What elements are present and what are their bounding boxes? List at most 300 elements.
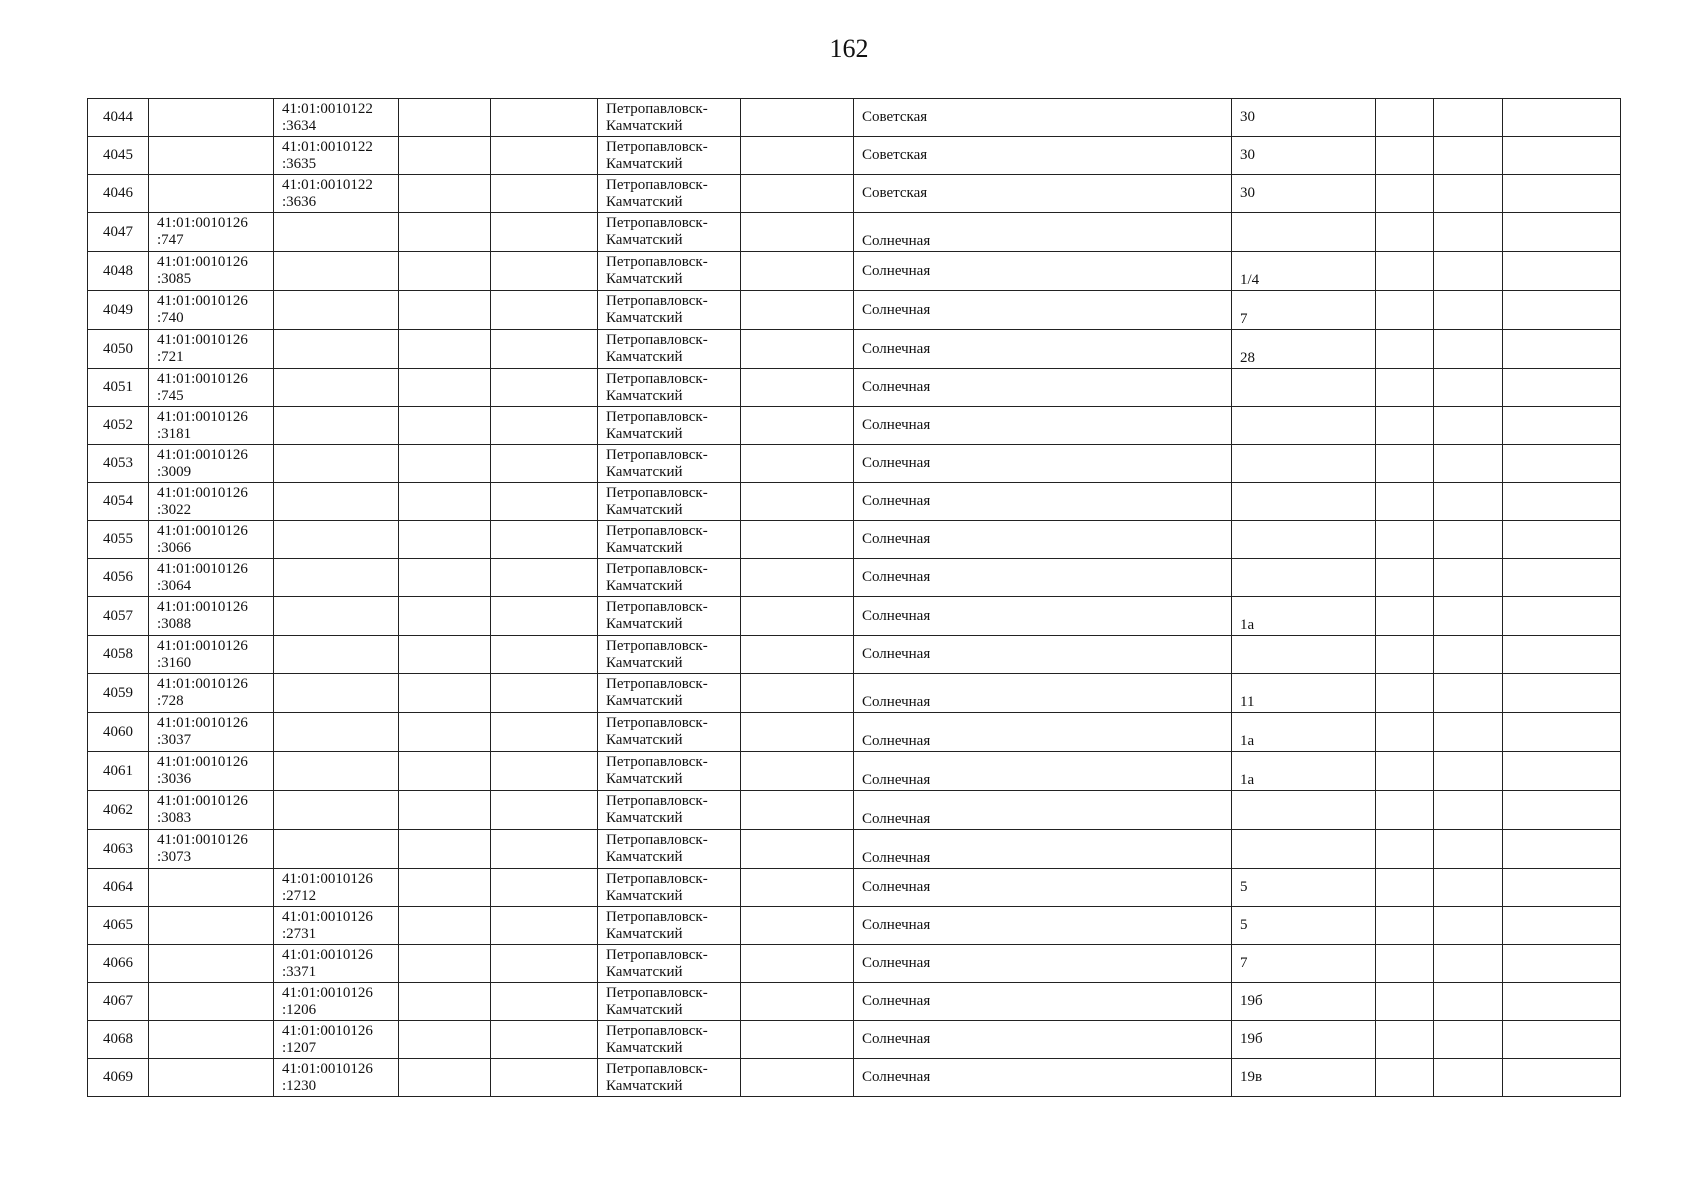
table-row xyxy=(88,597,1621,636)
street-cell: Солнечная xyxy=(854,252,1232,291)
empty-cell xyxy=(1503,752,1621,791)
empty-cell xyxy=(1434,407,1503,445)
empty-cell xyxy=(399,213,491,252)
empty-cell xyxy=(1434,252,1503,291)
empty-cell xyxy=(1503,1059,1621,1097)
cadastral-number-cell xyxy=(149,983,274,1021)
row-number-cell: 4051 xyxy=(88,369,149,407)
row-number-cell: 4064 xyxy=(88,869,149,907)
empty-cell xyxy=(1376,945,1434,983)
empty-cell xyxy=(1434,907,1503,945)
street-cell: Солнечная xyxy=(854,713,1232,752)
empty-cell xyxy=(399,945,491,983)
empty-cell xyxy=(741,407,854,445)
empty-cell xyxy=(741,830,854,869)
cadastral-number-2-cell: 41:01:0010126 :1230 xyxy=(274,1059,399,1097)
empty-cell xyxy=(1503,1021,1621,1059)
empty-cell xyxy=(1503,983,1621,1021)
street-cell: Солнечная xyxy=(854,636,1232,674)
empty-cell xyxy=(399,369,491,407)
city-cell: Петропавловск- Камчатский xyxy=(598,869,741,907)
table-row xyxy=(88,252,1621,291)
empty-cell xyxy=(491,445,598,483)
empty-cell xyxy=(741,1021,854,1059)
cadastral-number-cell xyxy=(149,1059,274,1097)
cadastral-number-cell: 41:01:0010126 :3066 xyxy=(149,521,274,559)
empty-cell xyxy=(399,559,491,597)
city-cell: Петропавловск- Камчатский xyxy=(598,521,741,559)
empty-cell xyxy=(1503,213,1621,252)
cadastral-number-2-cell: 41:01:0010126 :2712 xyxy=(274,869,399,907)
empty-cell xyxy=(399,674,491,713)
cadastral-number-cell: 41:01:0010126 :3083 xyxy=(149,791,274,830)
city-cell: Петропавловск- Камчатский xyxy=(598,945,741,983)
city-cell: Петропавловск- Камчатский xyxy=(598,291,741,330)
table-row xyxy=(88,369,1621,407)
empty-cell xyxy=(1434,559,1503,597)
empty-cell xyxy=(1376,175,1434,213)
empty-cell xyxy=(741,674,854,713)
cadastral-number-2-cell: 41:01:0010122 :3634 xyxy=(274,99,399,137)
cadastral-number-2-cell xyxy=(274,713,399,752)
empty-cell xyxy=(1434,983,1503,1021)
empty-cell xyxy=(741,945,854,983)
cadastral-number-2-cell xyxy=(274,213,399,252)
city-cell: Петропавловск- Камчатский xyxy=(598,752,741,791)
empty-cell xyxy=(399,99,491,137)
table-row xyxy=(88,521,1621,559)
row-number-cell: 4055 xyxy=(88,521,149,559)
street-cell: Солнечная xyxy=(854,407,1232,445)
city-cell: Петропавловск- Камчатский xyxy=(598,330,741,369)
empty-cell xyxy=(491,1059,598,1097)
row-number-cell: 4068 xyxy=(88,1021,149,1059)
empty-cell xyxy=(399,521,491,559)
city-cell: Петропавловск- Камчатский xyxy=(598,674,741,713)
house-number-cell xyxy=(1232,407,1376,445)
table-row xyxy=(88,330,1621,369)
empty-cell xyxy=(1434,445,1503,483)
empty-cell xyxy=(1434,330,1503,369)
empty-cell xyxy=(1503,636,1621,674)
street-cell: Советская xyxy=(854,137,1232,175)
street-cell: Солнечная xyxy=(854,1021,1232,1059)
city-cell: Петропавловск- Камчатский xyxy=(598,483,741,521)
empty-cell xyxy=(491,830,598,869)
cadastral-number-2-cell xyxy=(274,330,399,369)
empty-cell xyxy=(399,1021,491,1059)
cadastral-number-cell xyxy=(149,945,274,983)
house-number-cell: 30 xyxy=(1232,99,1376,137)
empty-cell xyxy=(1503,907,1621,945)
empty-cell xyxy=(1434,945,1503,983)
table-row xyxy=(88,752,1621,791)
city-cell: Петропавловск- Камчатский xyxy=(598,369,741,407)
cadastral-number-cell: 41:01:0010126 :3088 xyxy=(149,597,274,636)
row-number-cell: 4065 xyxy=(88,907,149,945)
cadastral-number-cell: 41:01:0010126 :3181 xyxy=(149,407,274,445)
table-row xyxy=(88,559,1621,597)
street-cell: Солнечная xyxy=(854,213,1232,252)
city-cell: Петропавловск- Камчатский xyxy=(598,175,741,213)
cadastral-number-2-cell: 41:01:0010122 :3636 xyxy=(274,175,399,213)
cadastral-number-2-cell: 41:01:0010126 :3371 xyxy=(274,945,399,983)
row-number-cell: 4052 xyxy=(88,407,149,445)
table-row xyxy=(88,674,1621,713)
city-cell: Петропавловск- Камчатский xyxy=(598,445,741,483)
row-number-cell: 4057 xyxy=(88,597,149,636)
empty-cell xyxy=(741,752,854,791)
table-row xyxy=(88,945,1621,983)
empty-cell xyxy=(491,674,598,713)
city-cell: Петропавловск- Камчатский xyxy=(598,213,741,252)
row-number-cell: 4044 xyxy=(88,99,149,137)
row-number-cell: 4050 xyxy=(88,330,149,369)
cadastral-number-2-cell xyxy=(274,830,399,869)
house-number-cell: 30 xyxy=(1232,137,1376,175)
city-cell: Петропавловск- Камчатский xyxy=(598,1021,741,1059)
table-row xyxy=(88,1059,1621,1097)
empty-cell xyxy=(1434,1059,1503,1097)
cadastral-number-cell: 41:01:0010126 :747 xyxy=(149,213,274,252)
empty-cell xyxy=(399,713,491,752)
street-cell: Солнечная xyxy=(854,521,1232,559)
empty-cell xyxy=(1376,369,1434,407)
table-row xyxy=(88,907,1621,945)
empty-cell xyxy=(1434,791,1503,830)
cadastral-number-cell: 41:01:0010126 :3037 xyxy=(149,713,274,752)
empty-cell xyxy=(1376,830,1434,869)
empty-cell xyxy=(741,597,854,636)
empty-cell xyxy=(1376,1059,1434,1097)
house-number-cell: 1а xyxy=(1232,597,1376,636)
empty-cell xyxy=(1376,213,1434,252)
empty-cell xyxy=(399,291,491,330)
table-row xyxy=(88,137,1621,175)
house-number-cell: 7 xyxy=(1232,291,1376,330)
empty-cell xyxy=(491,713,598,752)
house-number-cell xyxy=(1232,791,1376,830)
empty-cell xyxy=(741,175,854,213)
cadastral-number-cell: 41:01:0010126 :3009 xyxy=(149,445,274,483)
city-cell: Петропавловск- Камчатский xyxy=(598,559,741,597)
empty-cell xyxy=(1376,137,1434,175)
city-cell: Петропавловск- Камчатский xyxy=(598,597,741,636)
row-number-cell: 4048 xyxy=(88,252,149,291)
cadastral-number-2-cell xyxy=(274,597,399,636)
empty-cell xyxy=(1376,713,1434,752)
house-number-cell: 1а xyxy=(1232,713,1376,752)
empty-cell xyxy=(741,99,854,137)
house-number-cell xyxy=(1232,521,1376,559)
cadastral-number-2-cell: 41:01:0010126 :1207 xyxy=(274,1021,399,1059)
page-number: 162 xyxy=(829,34,869,63)
empty-cell xyxy=(741,330,854,369)
table-row xyxy=(88,445,1621,483)
table-row xyxy=(88,175,1621,213)
empty-cell xyxy=(491,752,598,791)
empty-cell xyxy=(741,137,854,175)
cadastral-number-cell xyxy=(149,137,274,175)
empty-cell xyxy=(1376,407,1434,445)
empty-cell xyxy=(491,291,598,330)
table-row xyxy=(88,713,1621,752)
city-cell: Петропавловск- Камчатский xyxy=(598,907,741,945)
empty-cell xyxy=(491,137,598,175)
empty-cell xyxy=(1434,369,1503,407)
cadastral-number-cell xyxy=(149,869,274,907)
empty-cell xyxy=(399,483,491,521)
row-number-cell: 4066 xyxy=(88,945,149,983)
row-number-cell: 4067 xyxy=(88,983,149,1021)
cadastral-number-cell: 41:01:0010126 :728 xyxy=(149,674,274,713)
street-cell: Солнечная xyxy=(854,445,1232,483)
street-cell: Советская xyxy=(854,99,1232,137)
empty-cell xyxy=(741,291,854,330)
empty-cell xyxy=(1503,369,1621,407)
empty-cell xyxy=(399,175,491,213)
cadastral-number-2-cell xyxy=(274,483,399,521)
empty-cell xyxy=(1503,407,1621,445)
cadastral-number-cell: 41:01:0010126 :3064 xyxy=(149,559,274,597)
empty-cell xyxy=(491,369,598,407)
cadastral-number-2-cell xyxy=(274,521,399,559)
cadastral-number-2-cell: 41:01:0010122 :3635 xyxy=(274,137,399,175)
empty-cell xyxy=(1503,175,1621,213)
empty-cell xyxy=(1376,330,1434,369)
cadastral-number-cell xyxy=(149,1021,274,1059)
house-number-cell xyxy=(1232,445,1376,483)
house-number-cell: 28 xyxy=(1232,330,1376,369)
empty-cell xyxy=(1434,597,1503,636)
empty-cell xyxy=(1376,1021,1434,1059)
empty-cell xyxy=(491,597,598,636)
cadastral-number-cell: 41:01:0010126 :3073 xyxy=(149,830,274,869)
house-number-cell: 5 xyxy=(1232,907,1376,945)
empty-cell xyxy=(1434,752,1503,791)
empty-cell xyxy=(1434,175,1503,213)
empty-cell xyxy=(1503,137,1621,175)
empty-cell xyxy=(1434,99,1503,137)
empty-cell xyxy=(741,636,854,674)
empty-cell xyxy=(741,252,854,291)
table-row xyxy=(88,869,1621,907)
house-number-cell xyxy=(1232,213,1376,252)
row-number-cell: 4053 xyxy=(88,445,149,483)
empty-cell xyxy=(741,445,854,483)
empty-cell xyxy=(399,597,491,636)
city-cell: Петропавловск- Камчатский xyxy=(598,830,741,869)
cadastral-number-2-cell xyxy=(274,636,399,674)
empty-cell xyxy=(1434,1021,1503,1059)
table-row xyxy=(88,483,1621,521)
row-number-cell: 4062 xyxy=(88,791,149,830)
cadastral-number-2-cell xyxy=(274,291,399,330)
empty-cell xyxy=(741,791,854,830)
empty-cell xyxy=(399,907,491,945)
table-row xyxy=(88,983,1621,1021)
empty-cell xyxy=(491,175,598,213)
house-number-cell: 1а xyxy=(1232,752,1376,791)
registry-table xyxy=(87,98,1621,1097)
empty-cell xyxy=(1503,99,1621,137)
empty-cell xyxy=(1503,597,1621,636)
street-cell: Солнечная xyxy=(854,907,1232,945)
empty-cell xyxy=(1503,830,1621,869)
empty-cell xyxy=(1376,791,1434,830)
empty-cell xyxy=(1376,99,1434,137)
empty-cell xyxy=(1376,559,1434,597)
empty-cell xyxy=(1376,252,1434,291)
street-cell: Солнечная xyxy=(854,483,1232,521)
empty-cell xyxy=(1503,445,1621,483)
empty-cell xyxy=(1376,597,1434,636)
cadastral-number-2-cell xyxy=(274,674,399,713)
empty-cell xyxy=(1376,752,1434,791)
cadastral-number-2-cell: 41:01:0010126 :1206 xyxy=(274,983,399,1021)
empty-cell xyxy=(491,945,598,983)
row-number-cell: 4049 xyxy=(88,291,149,330)
house-number-cell: 7 xyxy=(1232,945,1376,983)
empty-cell xyxy=(491,983,598,1021)
row-number-cell: 4047 xyxy=(88,213,149,252)
table-row xyxy=(88,636,1621,674)
empty-cell xyxy=(1503,559,1621,597)
empty-cell xyxy=(491,869,598,907)
street-cell: Солнечная xyxy=(854,597,1232,636)
empty-cell xyxy=(491,213,598,252)
empty-cell xyxy=(741,559,854,597)
empty-cell xyxy=(491,636,598,674)
empty-cell xyxy=(1376,445,1434,483)
empty-cell xyxy=(1434,636,1503,674)
cadastral-number-cell: 41:01:0010126 :745 xyxy=(149,369,274,407)
row-number-cell: 4054 xyxy=(88,483,149,521)
city-cell: Петропавловск- Камчатский xyxy=(598,1059,741,1097)
table-row xyxy=(88,407,1621,445)
house-number-cell: 11 xyxy=(1232,674,1376,713)
table-row xyxy=(88,213,1621,252)
empty-cell xyxy=(491,559,598,597)
house-number-cell: 5 xyxy=(1232,869,1376,907)
empty-cell xyxy=(1434,483,1503,521)
empty-cell xyxy=(1376,636,1434,674)
empty-cell xyxy=(741,521,854,559)
empty-cell xyxy=(399,636,491,674)
house-number-cell xyxy=(1232,636,1376,674)
cadastral-number-2-cell xyxy=(274,407,399,445)
empty-cell xyxy=(1376,521,1434,559)
empty-cell xyxy=(1434,674,1503,713)
empty-cell xyxy=(741,1059,854,1097)
cadastral-number-cell xyxy=(149,99,274,137)
empty-cell xyxy=(1503,521,1621,559)
cadastral-number-2-cell xyxy=(274,369,399,407)
cadastral-number-cell xyxy=(149,907,274,945)
empty-cell xyxy=(1503,252,1621,291)
row-number-cell: 4060 xyxy=(88,713,149,752)
cadastral-number-cell: 41:01:0010126 :740 xyxy=(149,291,274,330)
row-number-cell: 4045 xyxy=(88,137,149,175)
empty-cell xyxy=(491,407,598,445)
cadastral-number-cell: 41:01:0010126 :3022 xyxy=(149,483,274,521)
empty-cell xyxy=(741,907,854,945)
city-cell: Петропавловск- Камчатский xyxy=(598,99,741,137)
street-cell: Солнечная xyxy=(854,674,1232,713)
street-cell: Советская xyxy=(854,175,1232,213)
empty-cell xyxy=(399,869,491,907)
empty-cell xyxy=(1376,907,1434,945)
house-number-cell: 1/4 xyxy=(1232,252,1376,291)
street-cell: Солнечная xyxy=(854,752,1232,791)
empty-cell xyxy=(399,137,491,175)
table-row xyxy=(88,291,1621,330)
house-number-cell xyxy=(1232,483,1376,521)
empty-cell xyxy=(1503,674,1621,713)
table-row xyxy=(88,830,1621,869)
empty-cell xyxy=(741,713,854,752)
house-number-cell: 19б xyxy=(1232,983,1376,1021)
empty-cell xyxy=(1376,483,1434,521)
empty-cell xyxy=(1503,791,1621,830)
empty-cell xyxy=(741,983,854,1021)
empty-cell xyxy=(399,445,491,483)
house-number-cell xyxy=(1232,369,1376,407)
street-cell: Солнечная xyxy=(854,1059,1232,1097)
row-number-cell: 4069 xyxy=(88,1059,149,1097)
street-cell: Солнечная xyxy=(854,791,1232,830)
empty-cell xyxy=(741,869,854,907)
house-number-cell: 19б xyxy=(1232,1021,1376,1059)
cadastral-number-cell: 41:01:0010126 :3160 xyxy=(149,636,274,674)
empty-cell xyxy=(1434,830,1503,869)
empty-cell xyxy=(399,791,491,830)
cadastral-number-2-cell xyxy=(274,559,399,597)
empty-cell xyxy=(741,213,854,252)
house-number-cell xyxy=(1232,559,1376,597)
table-row xyxy=(88,1021,1621,1059)
row-number-cell: 4063 xyxy=(88,830,149,869)
empty-cell xyxy=(399,407,491,445)
empty-cell xyxy=(1503,869,1621,907)
house-number-cell xyxy=(1232,830,1376,869)
empty-cell xyxy=(1376,869,1434,907)
empty-cell xyxy=(399,983,491,1021)
empty-cell xyxy=(1503,483,1621,521)
city-cell: Петропавловск- Камчатский xyxy=(598,636,741,674)
row-number-cell: 4061 xyxy=(88,752,149,791)
cadastral-number-2-cell: 41:01:0010126 :2731 xyxy=(274,907,399,945)
cadastral-number-2-cell xyxy=(274,445,399,483)
cadastral-number-cell: 41:01:0010126 :721 xyxy=(149,330,274,369)
street-cell: Солнечная xyxy=(854,369,1232,407)
empty-cell xyxy=(491,521,598,559)
empty-cell xyxy=(1503,330,1621,369)
empty-cell xyxy=(1434,869,1503,907)
empty-cell xyxy=(1376,674,1434,713)
empty-cell xyxy=(399,752,491,791)
city-cell: Петропавловск- Камчатский xyxy=(598,252,741,291)
empty-cell xyxy=(1434,713,1503,752)
empty-cell xyxy=(399,830,491,869)
empty-cell xyxy=(1434,213,1503,252)
empty-cell xyxy=(1503,945,1621,983)
empty-cell xyxy=(491,483,598,521)
empty-cell xyxy=(399,1059,491,1097)
house-number-cell: 30 xyxy=(1232,175,1376,213)
empty-cell xyxy=(491,99,598,137)
table-row xyxy=(88,99,1621,137)
